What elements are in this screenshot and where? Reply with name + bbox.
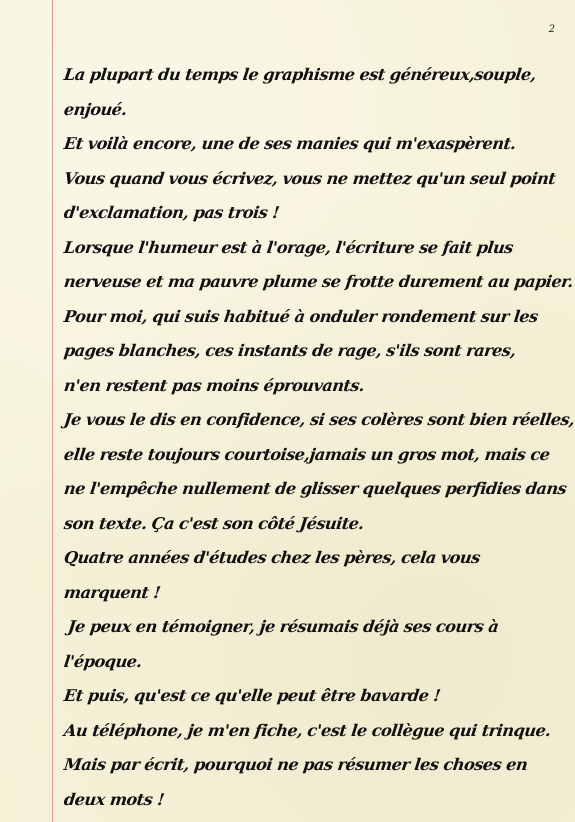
text-line: enjoué. (62, 99, 128, 119)
text-line: Et puis, qu'est ce qu'elle peut être bavarde ! (62, 686, 442, 705)
text-line: Vous quand vous écrivez, vous ne mettez qu'un seul point (62, 168, 557, 188)
margin-line (52, 0, 53, 822)
text-line: Lorsque l'humeur est à l'orage, l'écriture se fait plus (62, 237, 515, 257)
text-line: Pour moi, qui suis habitué à onduler rondement sur les (62, 306, 539, 326)
text-line: pages blanches, ces instants de rage, s'ils sont rares, (62, 341, 517, 360)
text-line: Au téléphone, je m'en fiche, c'est le collègue qui trinque. (62, 720, 552, 740)
text-line: n'en restent pas moins éprouvants. (62, 375, 366, 395)
text-line: d'exclamation, pas trois ! (62, 203, 281, 222)
text-line: Je vous le dis en confidence, si ses colères sont bien réelles, (62, 410, 575, 429)
text-line: nerveuse et ma pauvre plume se frotte durement au papier. (62, 272, 575, 291)
handwritten-text-block (62, 58, 575, 817)
text-line: Je peux en témoigner, je résumais déjà ses cours à (66, 617, 500, 636)
text-line: Quatre années d'études chez les pères, cela vous (62, 548, 482, 567)
text-line: marquent ! (62, 582, 162, 602)
text-line: deux mots ! (62, 789, 166, 809)
text-line: Et voilà encore, une de ses manies qui m'exaspèrent. (62, 134, 517, 153)
text-line: ne l'empêche nullement de glisser quelques perfidies dans (62, 479, 568, 498)
text-line: l'époque. (62, 651, 143, 671)
text-line: son texte. Ça c'est son côté Jésuite. (62, 513, 365, 533)
text-line: elle reste toujours courtoise,jamais un gros mot, mais ce (62, 444, 551, 464)
page-number: 2 (548, 24, 555, 35)
text-line: La plupart du temps le graphisme est généreux,souple, (62, 65, 538, 84)
text-line: Mais par écrit, pourquoi ne pas résumer les choses en (62, 755, 529, 774)
